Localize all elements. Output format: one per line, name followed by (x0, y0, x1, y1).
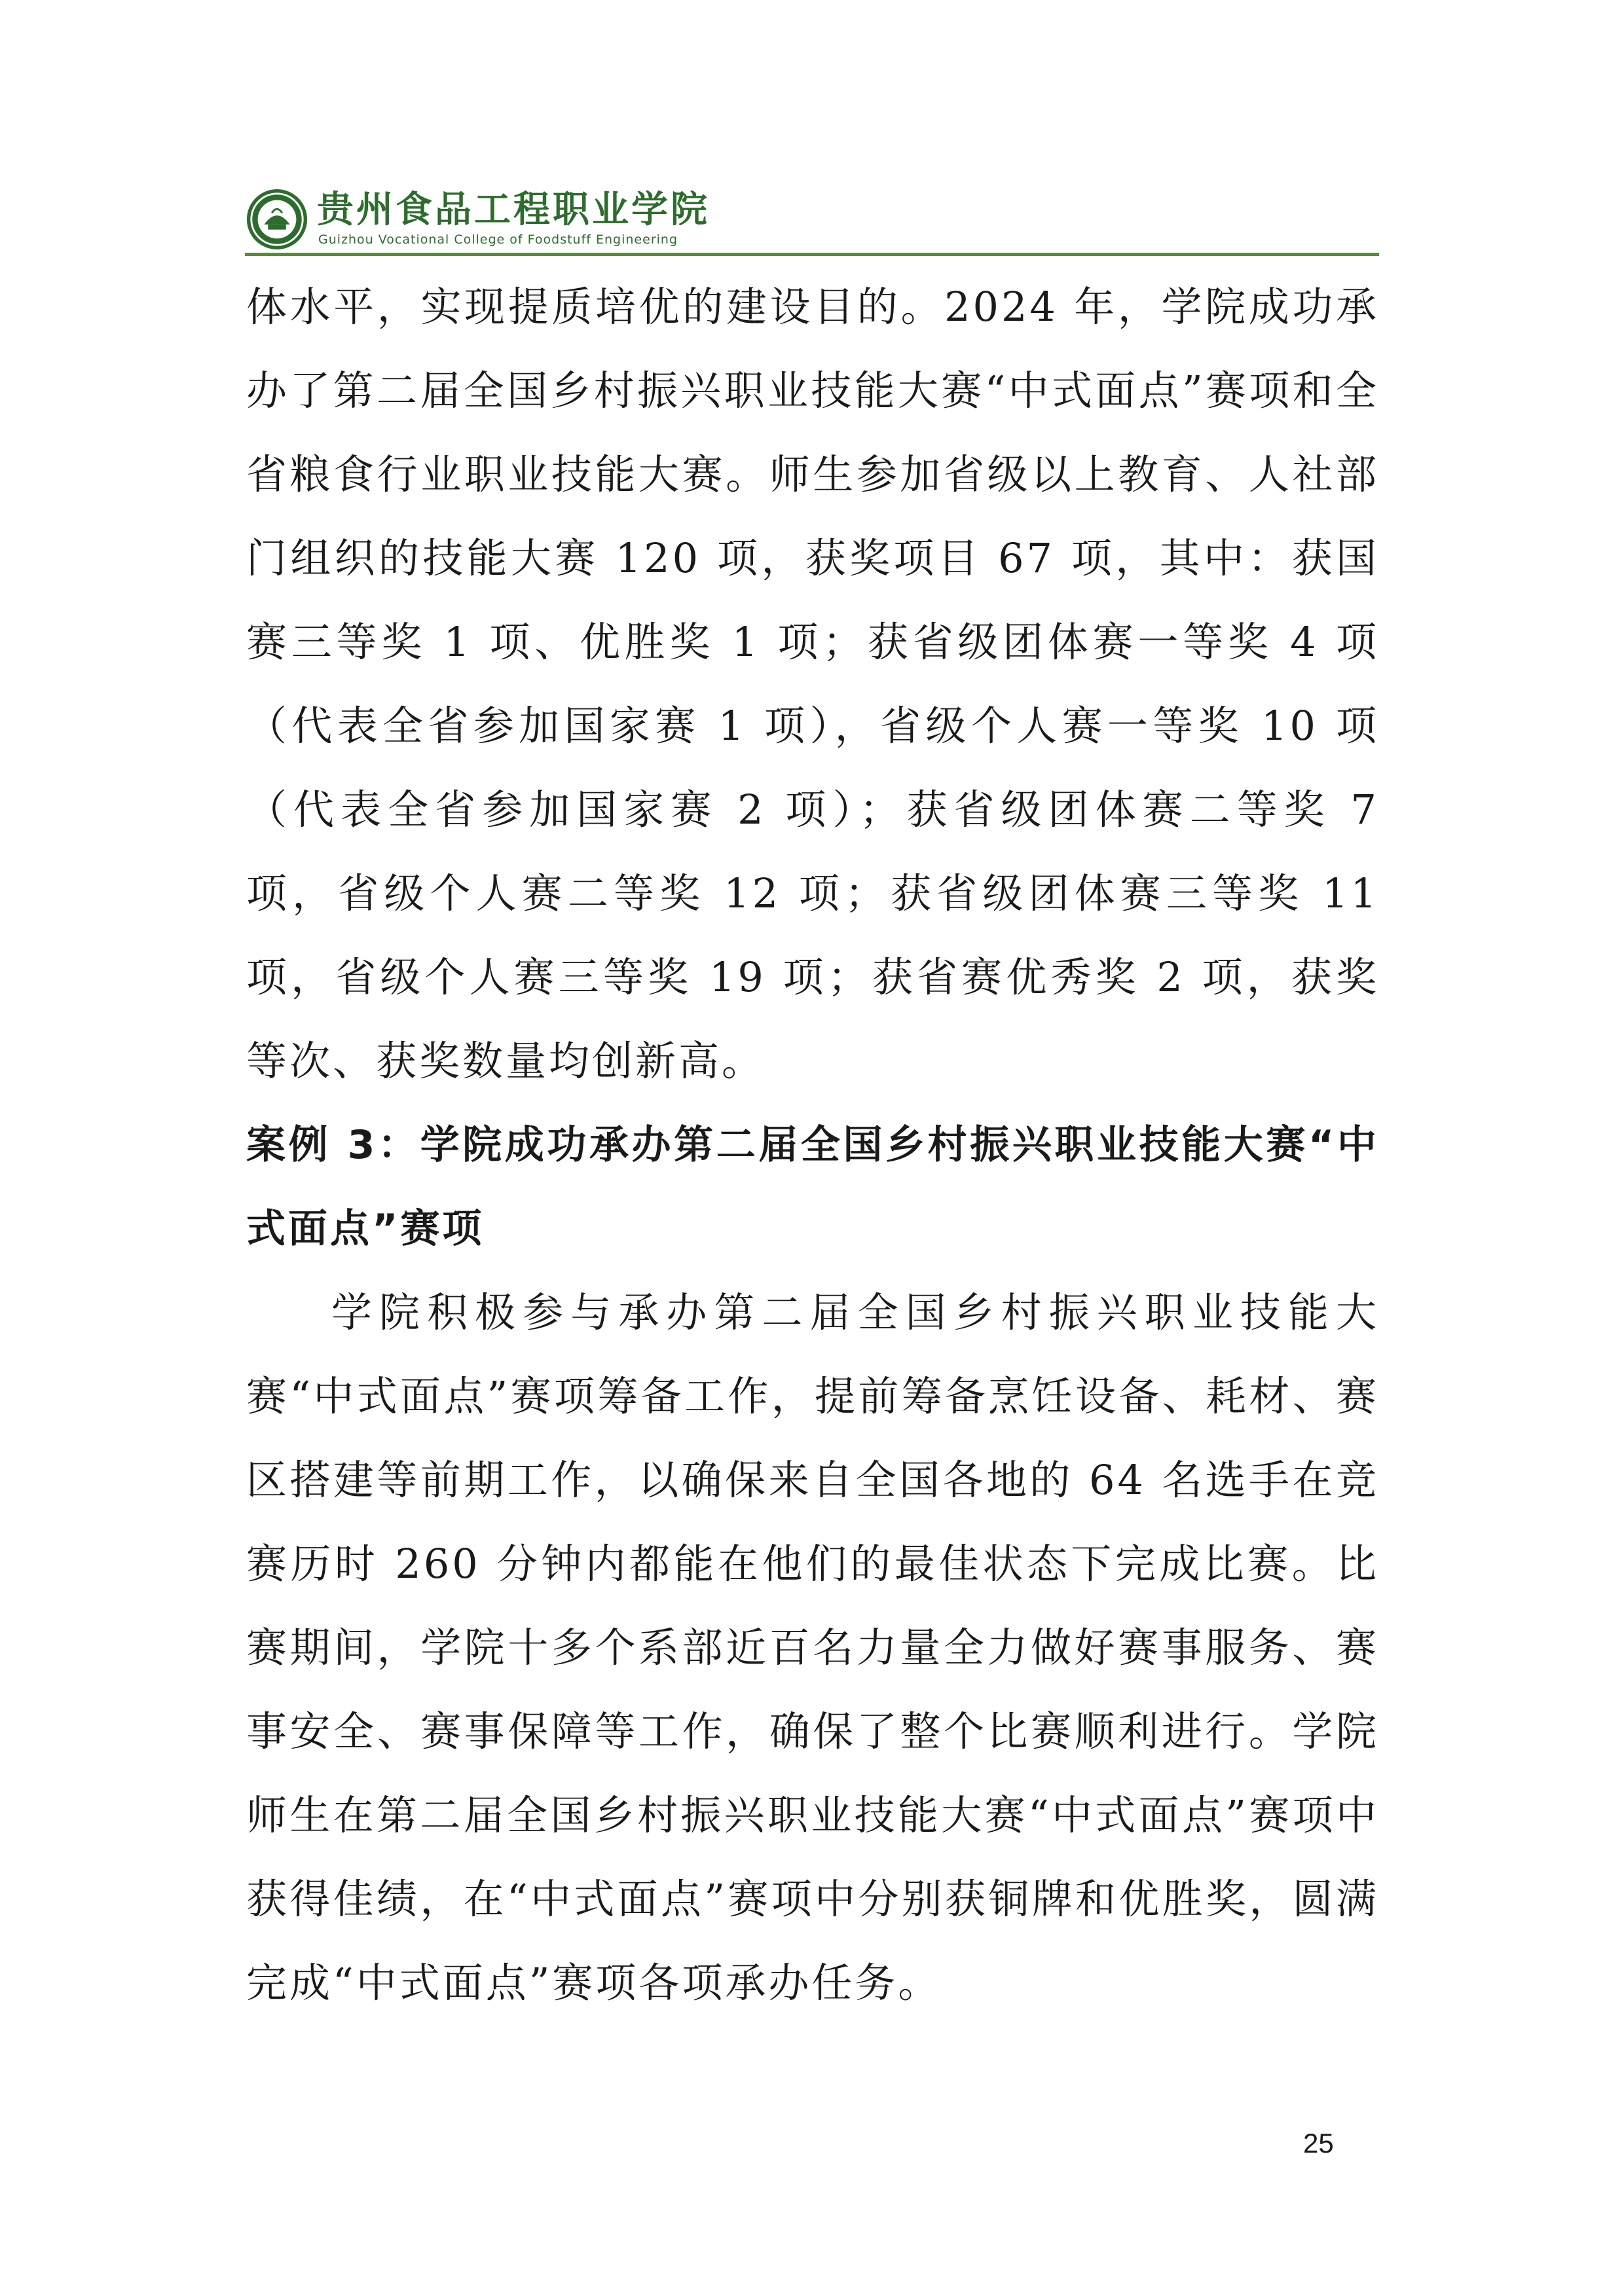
page-number: 25 (1303, 2128, 1334, 2159)
header-divider (245, 253, 1379, 256)
school-name-cn: 贵州食品工程职业学院 (317, 189, 710, 231)
college-seal-icon (245, 187, 309, 251)
document-body (246, 265, 1379, 2025)
body-paragraph: 学院积极参与承办第二届全国乡村振兴职业技能大赛“中式面点”赛项筹备工作，提前筹备烹饪设备、耗材、赛区搭建等前期工作，以确保来自全国各地的 64 名选手在竞赛历时 260 分钟内都能在他们的最佳状态下完成比赛。比赛期间，学院十多个系部近百名力量全力做好赛事服务、赛事安全、赛事保障等工作，确保了整个比赛顺利进行。学院师生在第二届全国乡村振兴职业技能大赛“中式面点”赛项中获得佳绩，在“中式面点”赛项中分别获铜牌和优胜奖，圆满完成“中式面点”赛项各项承办任务。 (246, 1288, 1379, 2007)
school-name-en: Guizhou Vocational College of Foodstuff Engineering (318, 232, 678, 247)
page-header (245, 187, 1379, 255)
case-heading: 案例 3：学院成功承办第二届全国乡村振兴职业技能大赛“中式面点”赛项 (246, 1122, 1379, 1252)
body-paragraph: 体水平，实现提质培优的建设目的。2024 年，学院成功承办了第二届全国乡村振兴职业技能大赛“中式面点”赛项和全省粮食行业职业技能大赛。师生参加省级以上教育、人社部门组织的技能大赛 120 项，获奖项目 67 项，其中：获国赛三等奖 1 项、优胜奖 1 项；获省级团体赛一等奖 4 项（代表全省参加国家赛 1 项），省级个人赛一等奖 10 项（代表全省参加国家赛 2 项）；获省级团体赛二等奖 7 项，省级个人赛二等奖 12 项；获省级团体赛三等奖 11 项，省级个人赛三等奖 19 项；获省赛优秀奖 2 项，获奖等次、获奖数量均创新高。 (246, 283, 1379, 1085)
